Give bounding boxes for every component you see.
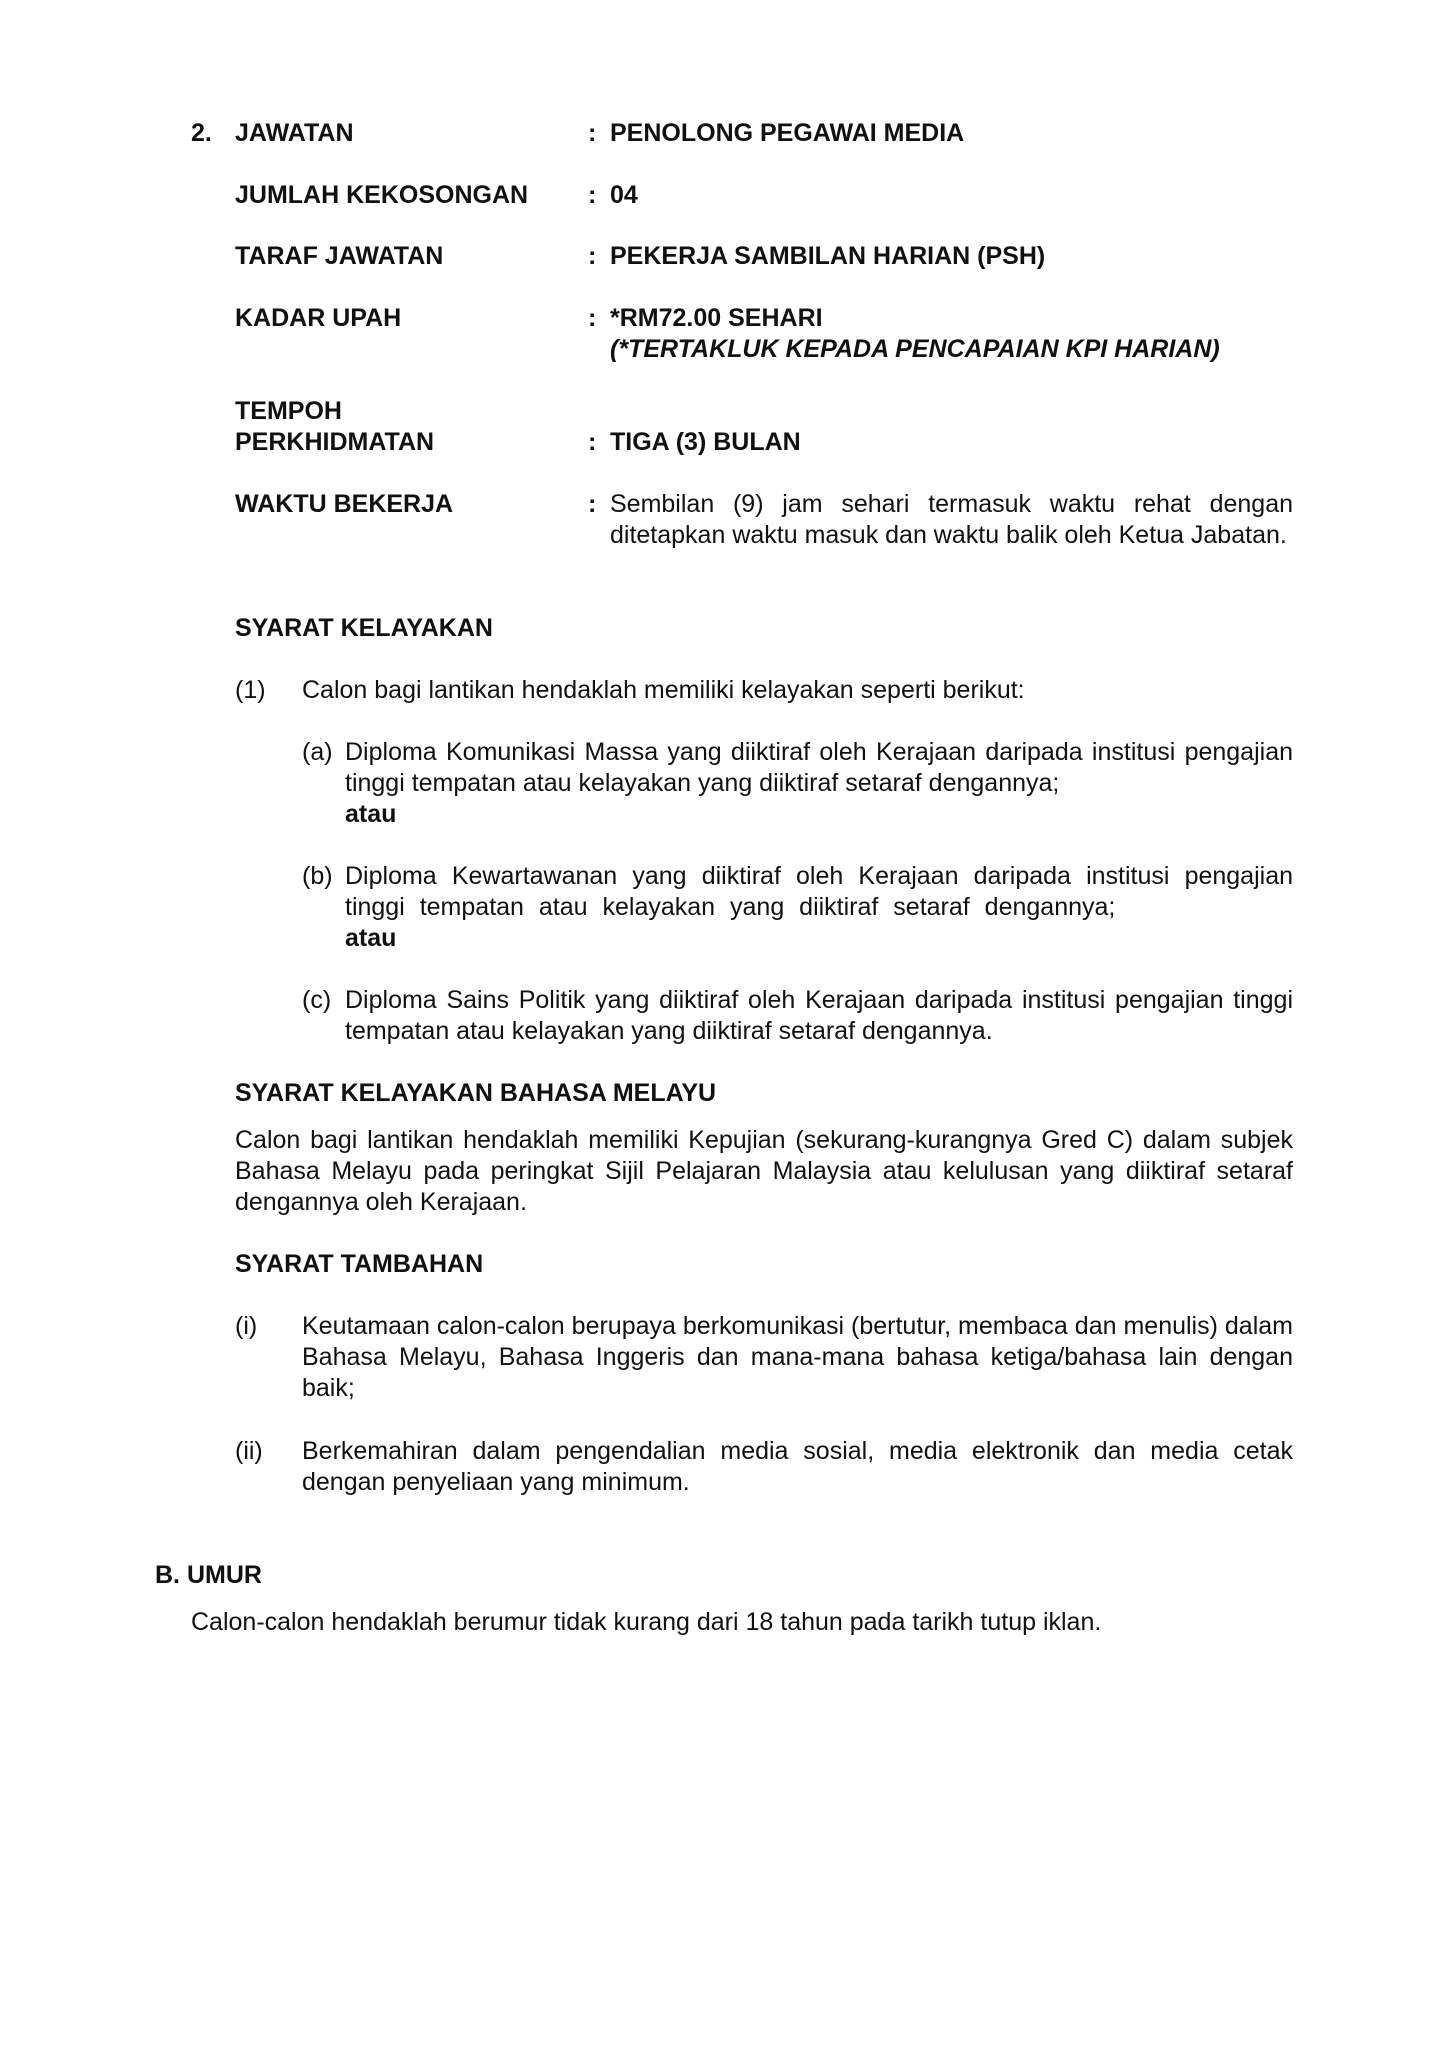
subitem-marker: (a)	[302, 738, 333, 766]
field-label-jawatan: JAWATAN	[235, 119, 354, 147]
subitem-text: Diploma Kewartawanan yang diiktiraf oleh Kerajaan daripada institusi pengajian tinggi tempatan atau kelayakan yang diiktiraf setaraf dengannya;	[345, 862, 1293, 921]
field-colon: :	[588, 181, 597, 209]
field-colon: :	[588, 428, 597, 456]
subitem-b	[345, 861, 1293, 954]
subitem-marker: (b)	[302, 862, 333, 890]
field-value-waktu-bekerja: Sembilan (9) jam sehari termasuk waktu rehat dengan ditetapkan waktu masuk dan waktu balik oleh Ketua Jabatan.	[610, 490, 1293, 549]
field-label-jumlah-kekosongan: JUMLAH KEKOSONGAN	[235, 181, 529, 209]
field-value-taraf-jawatan: PEKERJA SAMBILAN HARIAN (PSH)	[610, 242, 1046, 270]
subitem-c: Diploma Sains Politik yang diiktiraf oleh Kerajaan daripada institusi pengajian tinggi tempatan atau kelayakan yang diiktiraf setaraf dengannya.	[345, 986, 1293, 1045]
field-label-taraf-jawatan: TARAF JAWATAN	[235, 242, 444, 270]
field-label-tempoh: TEMPOH	[235, 397, 342, 425]
subitem-marker: (c)	[302, 986, 332, 1014]
tambahan-item-2: Berkemahiran dalam pengendalian media sosial, media elektronik dan media cetak dengan penyeliaan yang minimum.	[302, 1437, 1293, 1496]
item-marker: (1)	[235, 676, 266, 704]
section-number: 2.	[191, 119, 212, 147]
field-label-kadar-upah: KADAR UPAH	[235, 304, 402, 332]
subitem-suffix: atau	[345, 800, 397, 828]
heading-syarat-tambahan: SYARAT TAMBAHAN	[235, 1250, 484, 1278]
umur-text: Calon-calon hendaklah berumur tidak kurang dari 18 tahun pada tarikh tutup iklan.	[191, 1608, 1102, 1636]
tambahan-marker: (i)	[235, 1312, 258, 1340]
field-value-tempoh: TIGA (3) BULAN	[610, 428, 801, 456]
subitem-a	[345, 737, 1293, 830]
field-value-kadar-upah: *RM72.00 SEHARI	[610, 304, 823, 332]
field-value-jawatan: PENOLONG PEGAWAI MEDIA	[610, 119, 965, 147]
field-note-kadar-upah: (*TERTAKLUK KEPADA PENCAPAIAN KPI HARIAN)	[610, 335, 1220, 363]
field-value-jumlah-kekosongan: 04	[610, 181, 638, 209]
field-label-perkhidmatan: PERKHIDMATAN	[235, 428, 435, 456]
item-text: Calon bagi lantikan hendaklah memiliki kelayakan seperti berikut:	[302, 676, 1025, 704]
tambahan-marker: (ii)	[235, 1437, 263, 1465]
tambahan-item-1: Keutamaan calon-calon berupaya berkomunikasi (bertutur, membaca dan menulis) dalam Bahasa Melayu, Bahasa Inggeris dan mana-mana bahasa ketiga/bahasa lain dengan baik;	[302, 1312, 1293, 1402]
field-colon: :	[588, 119, 597, 147]
syarat-bahasa-text: Calon bagi lantikan hendaklah memiliki Kepujian (sekurang-kurangnya Gred C) dalam subjek Bahasa Melayu pada peringkat Sijil Pelajaran Malaysia atau kelulusan yang diiktiraf setaraf dengannya oleh Kerajaan.	[235, 1126, 1293, 1216]
subitem-text: Diploma Komunikasi Massa yang diiktiraf oleh Kerajaan daripada institusi pengajian tinggi tempatan atau kelayakan yang diiktiraf setaraf dengannya;	[345, 738, 1293, 797]
heading-syarat-bahasa: SYARAT KELAYAKAN BAHASA MELAYU	[235, 1079, 717, 1107]
field-colon: :	[588, 304, 597, 332]
field-colon: :	[588, 490, 597, 518]
field-label-waktu-bekerja: WAKTU BEKERJA	[235, 490, 454, 518]
field-colon: :	[588, 242, 597, 270]
subitem-suffix: atau	[345, 924, 397, 952]
heading-umur: B. UMUR	[155, 1561, 262, 1589]
heading-syarat-kelayakan: SYARAT KELAYAKAN	[235, 614, 493, 642]
